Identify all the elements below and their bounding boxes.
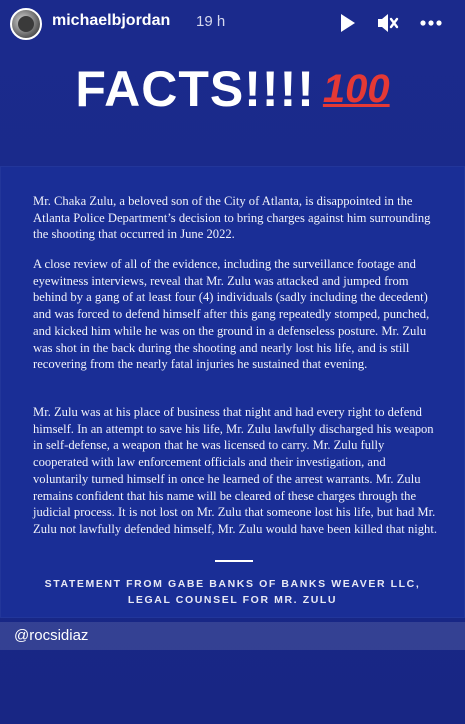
statement-paragraph-2: A close review of all of the evidence, including the surveillance footage and eyewitness interviews, reveal that Mr. Zulu was attacked and jumped from behind by a gang of at least four (4) individuals (sadly including the decedent) and was forced to defend himself after this gang repeatedly stomped, punched, and kicked him while he was on the ground in a defenseless posture. Mr. Zulu was shot in the back during the shooting and nearly lost his life, and is still recovering from the nearly fatal injuries he sustained that evening. xyxy=(33,257,430,372)
statement-card xyxy=(0,166,465,618)
title-row xyxy=(0,60,465,118)
mention-sticker[interactable] xyxy=(0,622,465,650)
hundred-emoji-icon: 100 xyxy=(322,66,390,111)
divider xyxy=(215,560,253,562)
story-header xyxy=(0,0,465,46)
signature-line-2: LEGAL COUNSEL FOR MR. ZULU xyxy=(127,594,338,606)
statement-paragraph-1: Mr. Chaka Zulu, a beloved son of the City of Atlanta, is disappointed in the Atlanta Police Department’s decision to bring charges against him surrounding the shooting that occurred in June 2022. xyxy=(33,194,431,242)
play-icon[interactable] xyxy=(334,10,360,36)
mute-icon[interactable] xyxy=(374,10,400,36)
more-icon[interactable] xyxy=(418,10,444,36)
time-ago: 19 h xyxy=(196,13,226,30)
statement-paragraph-3: Mr. Zulu was at his place of business that night and had every right to defend himself. In an attempt to save his life, Mr. Zulu lawfully discharged his weapon in self-defense, a weapon that he was licensed to carry. Mr. Zulu fully cooperated with law enforcement officials and their investigation, and voluntarily turned himself in once he learned of the arrest warrants. Mr. Zulu remains confident that his name will be cleared of these charges through the judicial process. It is not lost on Mr. Zulu that someone lost his life, but had Mr. Zulu not lawfully defended himself, Mr. Zulu would have been killed that night. xyxy=(33,405,437,536)
mention-handle[interactable]: @rocsidiaz xyxy=(14,627,89,644)
avatar[interactable] xyxy=(10,8,42,40)
signature-line-1: STATEMENT FROM GABE BANKS OF BANKS WEAVER LLC, xyxy=(44,578,421,590)
username[interactable]: michaelbjordan xyxy=(52,12,171,29)
title-text: FACTS!!!! xyxy=(75,61,315,117)
avatar-image xyxy=(18,16,34,32)
